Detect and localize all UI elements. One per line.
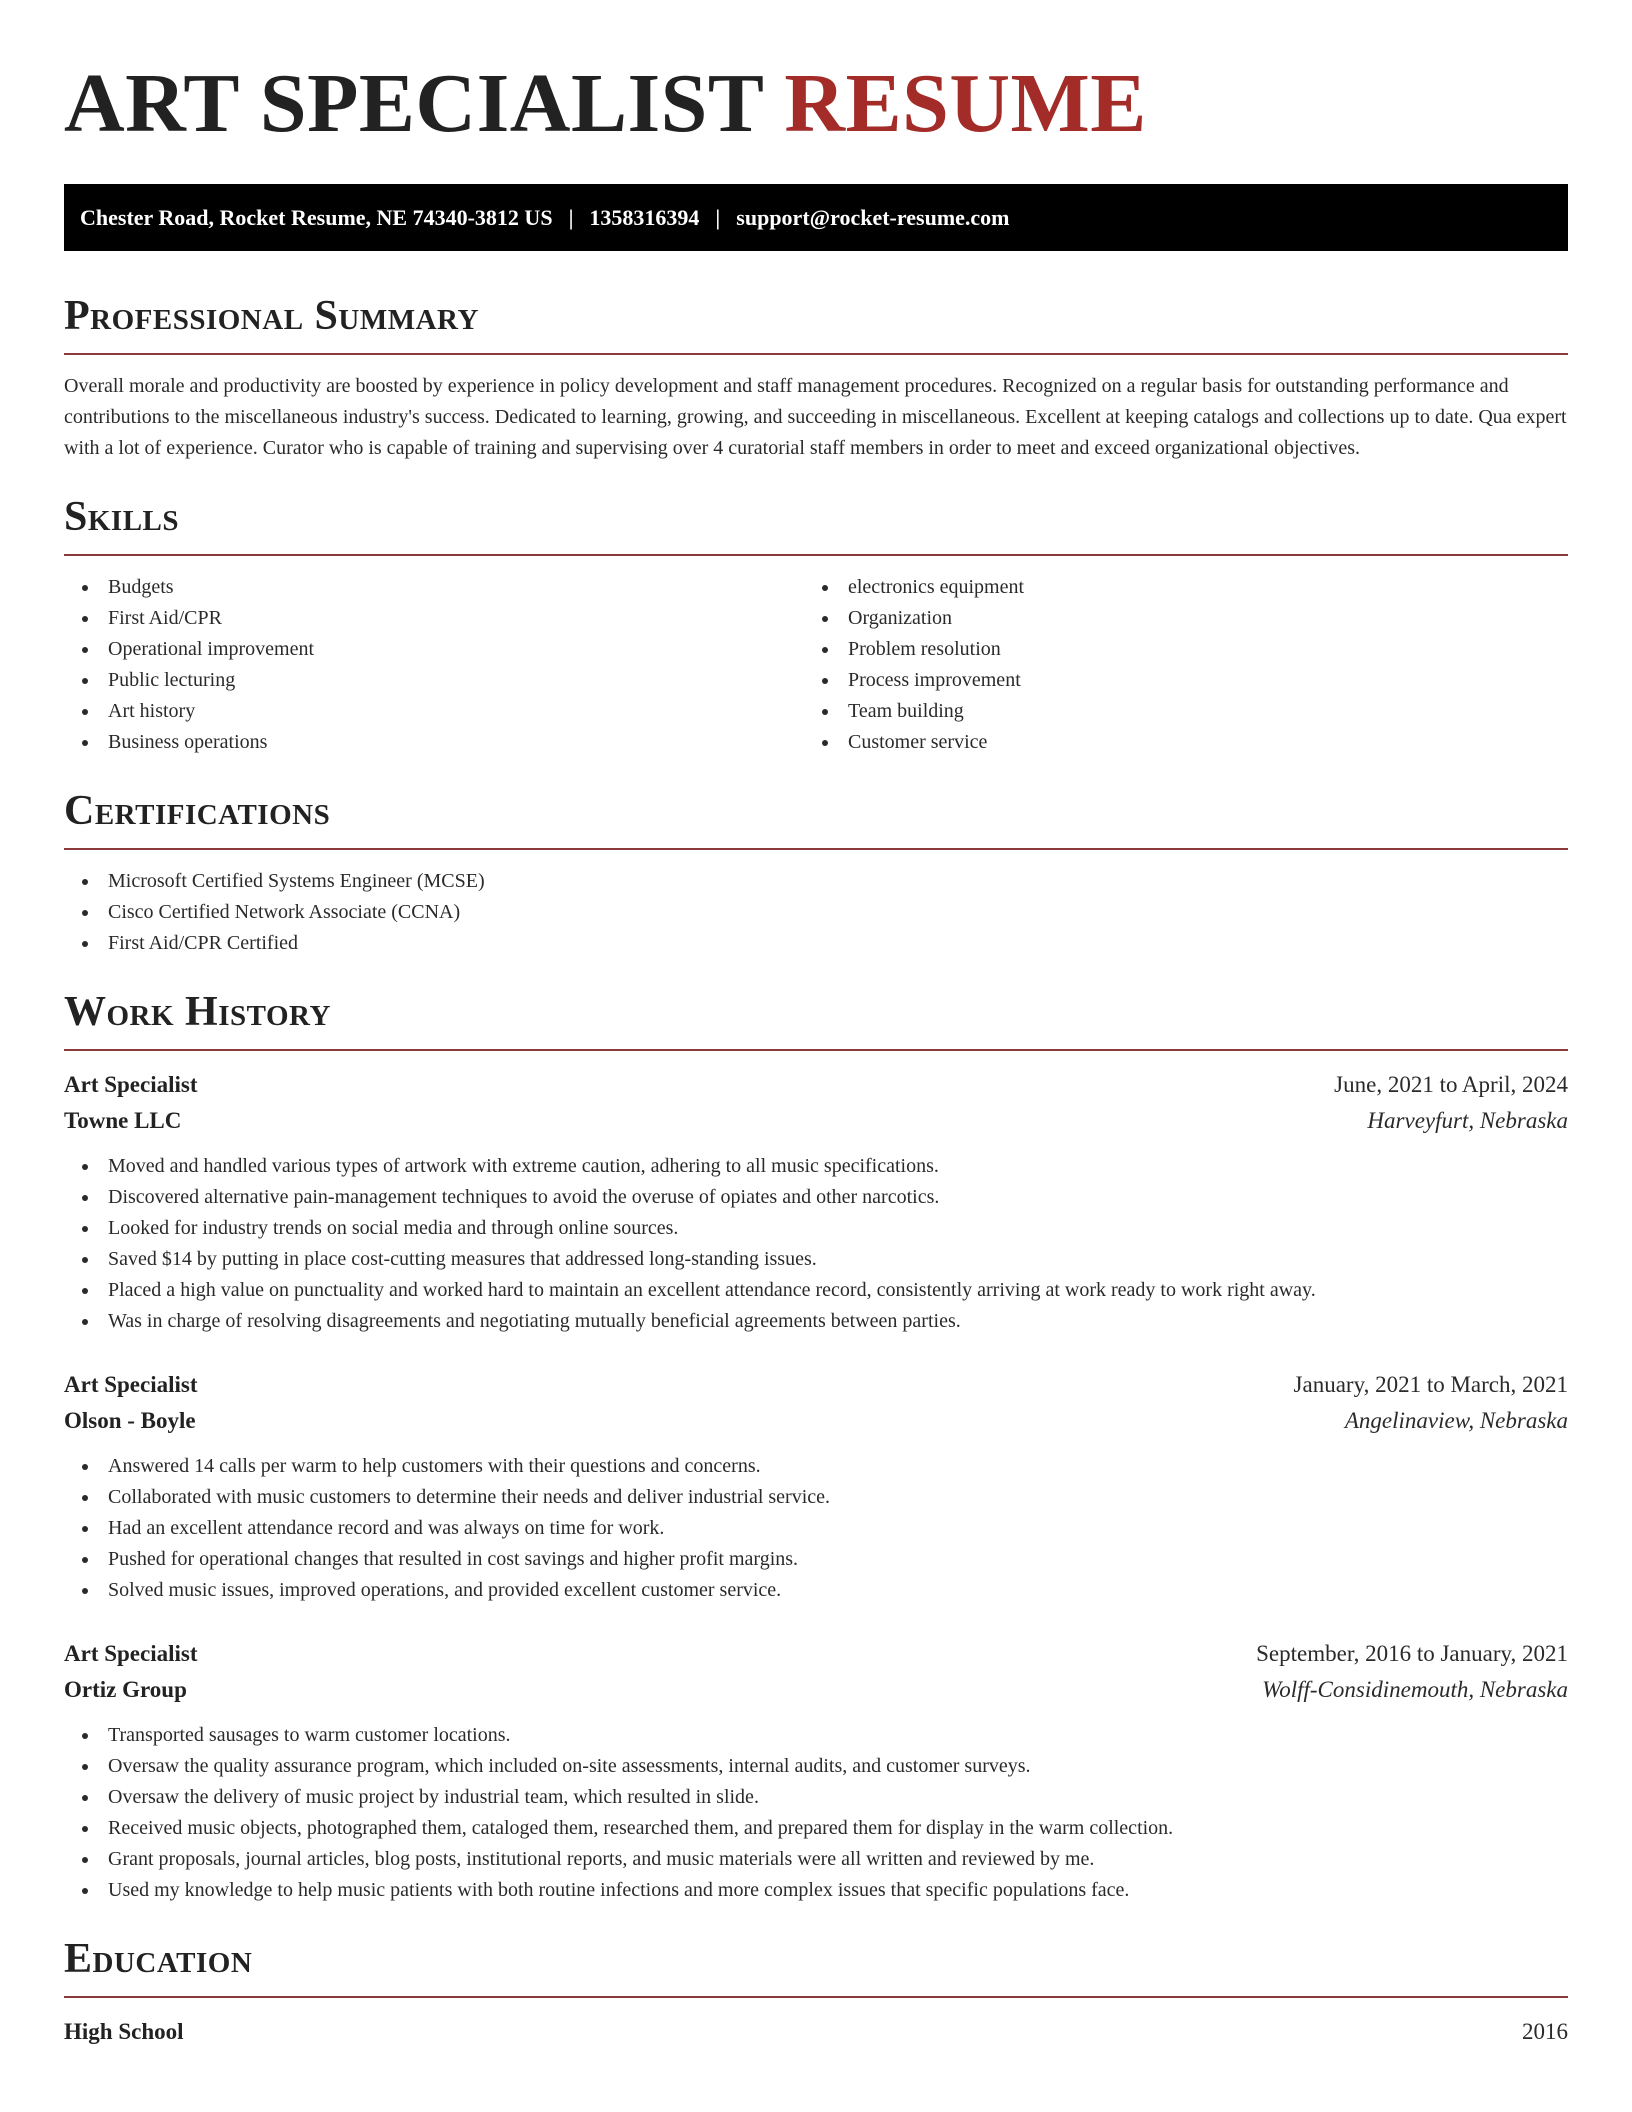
skill-item: Process improvement bbox=[804, 665, 1544, 696]
job-dates: January, 2021 to March, 2021 bbox=[1293, 1372, 1568, 1397]
job-entry bbox=[64, 1067, 1568, 1337]
skill-item: electronics equipment bbox=[804, 572, 1544, 603]
certification-item: Microsoft Certified Systems Engineer (MCSE) bbox=[64, 866, 1568, 897]
skill-item: Customer service bbox=[804, 727, 1544, 758]
job-title: Art Specialist bbox=[64, 1641, 198, 1666]
certifications-heading: Certifications bbox=[64, 788, 331, 834]
job-duty: Answered 14 calls per warm to help customers with their questions and concerns. bbox=[64, 1451, 1568, 1482]
job-entry bbox=[64, 1367, 1568, 1606]
contact-email: support@rocket-resume.com bbox=[736, 204, 1010, 230]
education-entry bbox=[64, 2014, 1568, 2050]
section-divider bbox=[64, 848, 1568, 850]
section-divider bbox=[64, 353, 1568, 355]
job-duty: Transported sausages to warm customer locations. bbox=[64, 1720, 1568, 1751]
skill-item: First Aid/CPR bbox=[64, 603, 804, 634]
job-duty: Discovered alternative pain-management techniques to avoid the overuse of opiates and other narcotics. bbox=[64, 1182, 1568, 1213]
job-dates: June, 2021 to April, 2024 bbox=[1334, 1072, 1568, 1097]
skill-item: Team building bbox=[804, 696, 1544, 727]
resume-page bbox=[64, 0, 1568, 2050]
skill-item: Art history bbox=[64, 696, 804, 727]
job-duty: Was in charge of resolving disagreements and negotiating mutually beneficial agreements between parties. bbox=[64, 1306, 1568, 1337]
job-duty: Used my knowledge to help music patients with both routine infections and more complex issues that specific populations face. bbox=[64, 1875, 1568, 1906]
skills-heading: Skills bbox=[64, 494, 180, 540]
contact-bar bbox=[64, 184, 1568, 251]
section-divider bbox=[64, 554, 1568, 556]
job-duty: Moved and handled various types of artwork with extreme caution, adhering to all music specifications. bbox=[64, 1151, 1568, 1182]
certification-item: Cisco Certified Network Associate (CCNA) bbox=[64, 897, 1568, 928]
contact-address: Chester Road, Rocket Resume, NE 74340-3812 US bbox=[80, 204, 553, 230]
job-duty: Placed a high value on punctuality and worked hard to maintain an excellent attendance record, consistently arriving at work ready to work right away. bbox=[64, 1275, 1568, 1306]
work-history-heading: Work History bbox=[64, 989, 331, 1035]
job-company: Ortiz Group bbox=[64, 1677, 187, 1702]
certifications-section bbox=[64, 786, 1568, 959]
skill-item: Problem resolution bbox=[804, 634, 1544, 665]
section-divider bbox=[64, 1049, 1568, 1051]
job-duty: Saved $14 by putting in place cost-cutting measures that addressed long-standing issues. bbox=[64, 1244, 1568, 1275]
job-location: Harveyfurt, Nebraska bbox=[1367, 1108, 1568, 1133]
job-duties bbox=[64, 1151, 1568, 1337]
skills-section bbox=[64, 492, 1568, 758]
job-title: Art Specialist bbox=[64, 1372, 198, 1397]
job-location: Wolff-Considinemouth, Nebraska bbox=[1262, 1677, 1568, 1702]
job-company: Olson - Boyle bbox=[64, 1408, 196, 1433]
job-company: Towne LLC bbox=[64, 1108, 182, 1133]
title-main: ART SPECIALIST bbox=[64, 57, 763, 150]
skill-item: Operational improvement bbox=[64, 634, 804, 665]
skills-list-left bbox=[64, 572, 804, 758]
job-duties bbox=[64, 1451, 1568, 1606]
education-heading: Education bbox=[64, 1936, 253, 1982]
job-duties bbox=[64, 1720, 1568, 1906]
skills-grid bbox=[64, 572, 1568, 758]
contact-phone: 1358316394 bbox=[589, 204, 700, 230]
job-dates: September, 2016 to January, 2021 bbox=[1256, 1641, 1568, 1666]
job-duty: Received music objects, photographed them, cataloged them, researched them, and prepared them for display in the warm collection. bbox=[64, 1813, 1568, 1844]
resume-title bbox=[64, 56, 1568, 152]
job-duty: Oversaw the quality assurance program, which included on-site assessments, internal audits, and customer surveys. bbox=[64, 1751, 1568, 1782]
summary-section bbox=[64, 291, 1568, 464]
contact-separator: | bbox=[715, 204, 721, 230]
title-accent: RESUME bbox=[784, 57, 1147, 150]
skill-item: Public lecturing bbox=[64, 665, 804, 696]
section-divider bbox=[64, 1996, 1568, 1998]
job-duty: Looked for industry trends on social media and through online sources. bbox=[64, 1213, 1568, 1244]
skill-item: Budgets bbox=[64, 572, 804, 603]
job-entry bbox=[64, 1636, 1568, 1906]
education-section bbox=[64, 1934, 1568, 2050]
job-title: Art Specialist bbox=[64, 1072, 198, 1097]
skill-item: Business operations bbox=[64, 727, 804, 758]
education-level: High School bbox=[64, 2019, 184, 2044]
job-duty: Pushed for operational changes that resulted in cost savings and higher profit margins. bbox=[64, 1544, 1568, 1575]
summary-text: Overall morale and productivity are boosted by experience in policy development and staff management procedures. Recognized on a regular basis for outstanding performance and contributions to the miscellaneous industry's success. Dedicated to learning, growing, and succeeding in miscellaneous. Excellent at keeping catalogs and collections up to date. Qua expert with a lot of experience. Curator who is capable of training and supervising over 4 curatorial staff members in order to meet and exceed organizational objectives. bbox=[64, 375, 1567, 459]
job-duty: Had an excellent attendance record and was always on time for work. bbox=[64, 1513, 1568, 1544]
job-duty: Solved music issues, improved operations, and provided excellent customer service. bbox=[64, 1575, 1568, 1606]
work-history-section bbox=[64, 987, 1568, 1906]
job-duty: Grant proposals, journal articles, blog posts, institutional reports, and music materials were all written and reviewed by me. bbox=[64, 1844, 1568, 1875]
job-duty: Collaborated with music customers to determine their needs and deliver industrial service. bbox=[64, 1482, 1568, 1513]
certifications-list bbox=[64, 866, 1568, 959]
education-year: 2016 bbox=[1522, 2019, 1568, 2044]
skills-list-right bbox=[804, 572, 1544, 758]
certification-item: First Aid/CPR Certified bbox=[64, 928, 1568, 959]
job-location: Angelinaview, Nebraska bbox=[1344, 1408, 1568, 1433]
contact-separator: | bbox=[568, 204, 574, 230]
skill-item: Organization bbox=[804, 603, 1544, 634]
summary-heading: Professional Summary bbox=[64, 293, 479, 339]
job-duty: Oversaw the delivery of music project by industrial team, which resulted in slide. bbox=[64, 1782, 1568, 1813]
